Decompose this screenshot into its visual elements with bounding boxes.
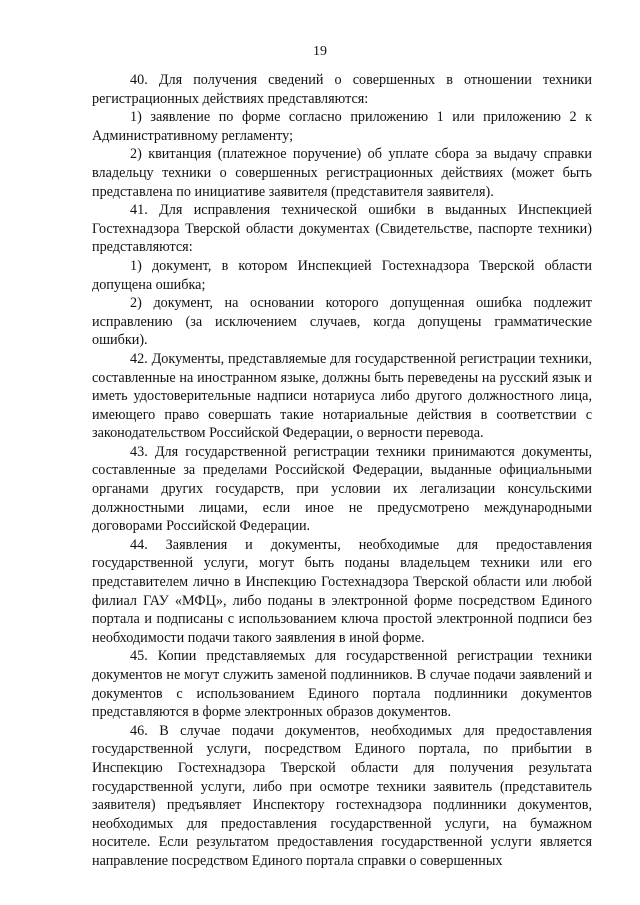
paragraph-43: 43. Для государственной регистрации техники принимаются документы, составленные за пределами Российской Федерации, выданные официальными органами других государств, при условии их легализации консульскими должностными лицами, если иное не предусмотрено международными договорами Российской Федерации. xyxy=(92,443,592,535)
document-body xyxy=(92,71,592,871)
paragraph-41: 41. Для исправления технической ошибки в выданных Инспекцией Гостехнадзора Тверской области документах (Свидетельстве, паспорте техники) представляются: xyxy=(92,202,592,256)
paragraph-40: 40. Для получения сведений о совершенных в отношении техники регистрационных действиях представляются: xyxy=(92,72,592,107)
paragraph-46: 46. В случае подачи документов, необходимых для предоставления государственной услуги, посредством Единого портала, по прибытии в Инспекцию Гостехнадзора Тверской области для получения результата государственной услуги, либо при осмотре техники заявитель (представитель заявителя) предъявляет Инспектору гостехнадзора подлинники документов, необходимых для предоставления государственной услуги, на бумажном носителе. Если результатом предоставления государственной услуги является направление посредством Единого портала справки о совершенных xyxy=(92,722,592,869)
paragraph-44: 44. Заявления и документы, необходимые для предоставления государственной услуги, могут быть поданы владельцем техники или его представителем лично в Инспекцию Гостехнадзора Тверской области или любой филиал ГАУ «МФЦ», либо поданы в электронной форме посредством Единого портала и подписаны с использованием ключа простой электронной подписи без необходимости подачи такого заявления в иной форме. xyxy=(92,536,592,646)
paragraph-45: 45. Копии представляемых для государственной регистрации техники документов не могут служить заменой подлинников. В случае подачи заявлений и документов с использованием Единого портала подлинники документов представляются в форме электронных образов документов. xyxy=(92,648,592,721)
paragraph-41-item-2: 2) документ, на основании которого допущенная ошибка подлежит исправлению (за исключением случаев, когда допущены грамматические ошибки). xyxy=(92,295,592,349)
page-number: 19 xyxy=(313,44,327,59)
paragraph-41-item-1: 1) документ, в котором Инспекцией Гостехнадзора Тверской области допущена ошибка; xyxy=(92,257,592,293)
paragraph-42: 42. Документы, представляемые для государственной регистрации техники, составленные на иностранном языке, должны быть переведены на русский язык и иметь удостоверительные надписи нотариуса либо другого должностного лица, имеющего право совершать такие нотариальные действия в соответствии с законодательством Российской Федерации, о верности перевода. xyxy=(92,350,592,442)
paragraph-40-item-2: 2) квитанция (платежное поручение) об уплате сбора за выдачу справки владельцу техники о совершенных регистрационных действиях (может быть представлена по инициативе заявителя (представителя заявителя). xyxy=(92,146,592,200)
paragraph-40-item-1: 1) заявление по форме согласно приложению 1 или приложению 2 к Административному регламенту; xyxy=(92,109,592,144)
